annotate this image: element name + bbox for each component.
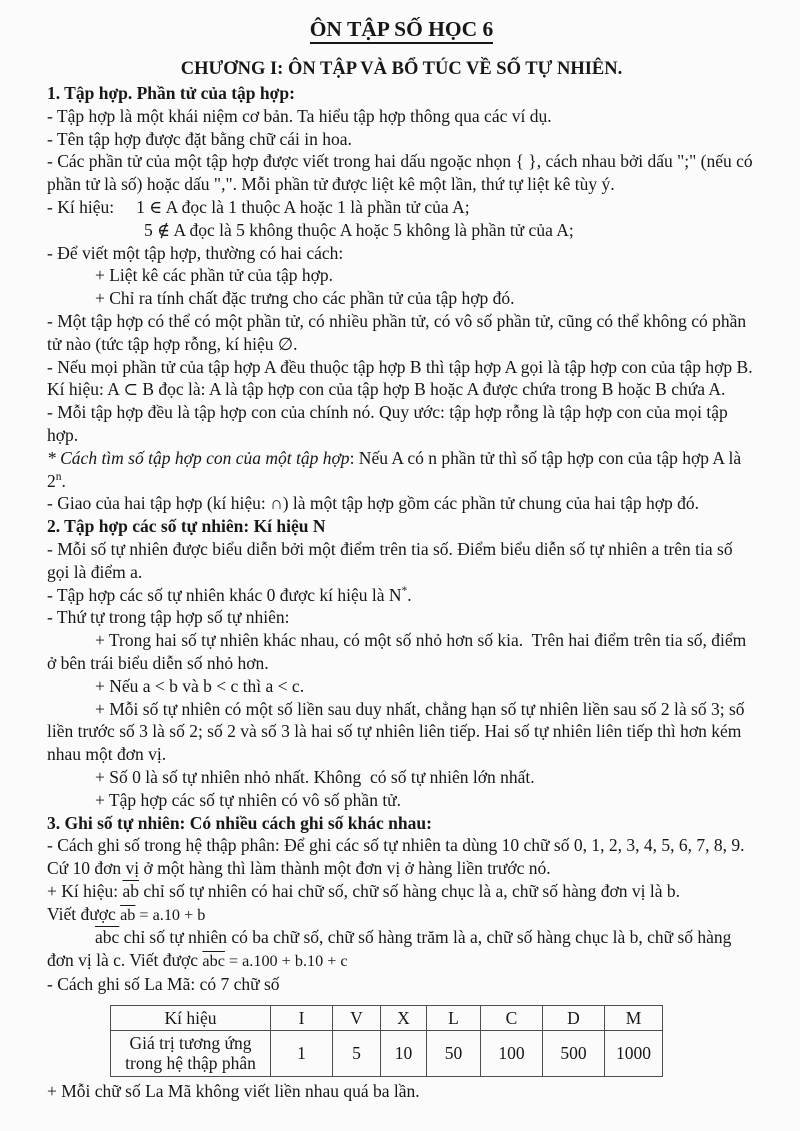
chapter-heading: CHƯƠNG I: ÔN TẬP VÀ BỔ TÚC VỀ SỐ TỰ NHIÊN. (180, 59, 623, 79)
abc-formula-eq: = a.100 + b.10 + c (224, 952, 348, 971)
table-cell-value: 10 (381, 1030, 427, 1076)
section-3-heading: 3. Ghi số tự nhiên: Có nhiều cách ghi số khác nhau: (47, 812, 432, 833)
table-cell-symbol: V (333, 1005, 381, 1030)
table-cell-symbol: D (543, 1005, 605, 1030)
table-cell-value: 1000 (605, 1030, 663, 1076)
overline-ab: $\overline{ab}$ (122, 880, 140, 901)
transitivity-note: + Nếu a < b và b < c thì a < c. (95, 675, 305, 696)
ab-notation-post: chỉ số tự nhiên có hai chữ số, chữ số hàng chục là a, chữ số hàng đơn vị là b. (139, 880, 680, 901)
set-size-note: - Một tập hợp có thể có một phần tử, có nhiều phần tử, có vô số phần tử, cũng có thể không có phần tử nào (tức tập hợp rỗng, kí hiệu ∅. (47, 310, 747, 354)
overline-abc: $\overline{abc}$ (95, 927, 120, 948)
subset-count-period: . (61, 470, 66, 491)
successor-note: + Mỗi số tự nhiên có một số liền sau duy nhất, chẳng hạn số tự nhiên liền sau số 2 là số 3; số liền trước số 3 là số 2; số 2 và số 3 là hai số tự nhiên liên tiếp. Hai số tự nhiên liên tiếp thì hơn kém nhau một đơn vị. (47, 698, 745, 765)
table-row-values (111, 1030, 663, 1076)
subset-count-rule (47, 447, 756, 493)
table-cell-symbol: X (381, 1005, 427, 1030)
table-cell-value: 100 (481, 1030, 543, 1076)
table-cell-value: 50 (427, 1030, 481, 1076)
intersection-definition: - Giao của hai tập hợp (kí hiệu: ∩) là một tập hợp gồm các phần tử chung của hai tập hợp đó. (47, 493, 699, 514)
n-star-notation (47, 584, 756, 607)
ab-notation-pre: + Kí hiệu: (47, 880, 123, 901)
order-intro: - Thứ tự trong tập hợp số tự nhiên: (47, 607, 290, 628)
document-title-text: ÔN TẬP SỐ HỌC 6 (310, 17, 494, 44)
abc-formula (202, 952, 347, 970)
ab-formula-line (47, 903, 756, 927)
table-row-symbols (111, 1005, 663, 1030)
ab-notation-note (47, 880, 756, 903)
overline-ab: $\overline{ab}$ (120, 905, 136, 924)
not-element-of-statement: 5 ∉ A đọc là 5 không thuộc A hoặc 5 không là phần tử của A; (144, 219, 574, 240)
overline-abc: $\overline{abc}$ (202, 952, 225, 971)
n-star-period: . (407, 584, 412, 605)
table-cell-symbol: C (481, 1005, 543, 1030)
table-cell-value: 500 (543, 1030, 605, 1076)
table-cell-value: 5 (333, 1030, 381, 1076)
characteristic-method: + Chỉ ra tính chất đặc trưng cho các phần tử của tập hợp đó. (95, 288, 515, 309)
table-value-label: Giá trị tương ứng trong hệ thập phân (111, 1030, 271, 1076)
infinite-elements-note: + Tập hợp các số tự nhiên có vô số phần tử. (95, 789, 402, 810)
document-title (47, 15, 756, 43)
ab-formula-pre: Viết được (47, 903, 121, 924)
zero-smallest-note: + Số 0 là số tự nhiên nhỏ nhất. Không có số tự nhiên lớn nhất. (95, 766, 535, 787)
ab-formula (120, 906, 205, 924)
roman-intro: - Cách ghi số La Mã: có 7 chữ số (47, 974, 280, 995)
section-2-heading: 2. Tập hợp các số tự nhiên: Kí hiệu N (47, 516, 326, 537)
order-compare-note: + Trong hai số tự nhiên khác nhau, có một số nhỏ hơn số kia. Trên hai điểm trên tia số, điểm ở bên trái biểu diễn số nhỏ hơn. (47, 630, 747, 673)
two-ways-intro: - Để viết một tập hợp, thường có hai cách: (47, 242, 344, 263)
exponent-n: n (55, 470, 62, 483)
roman-repeat-rule: + Mỗi chữ số La Mã không viết liền nhau quá ba lần. (47, 1080, 420, 1101)
subset-of-itself-note: - Mỗi tập hợp đều là tập hợp con của chính nó. Quy ước: tập hợp rỗng là tập hợp con của mọi tập hợp. (47, 402, 728, 445)
subset-count-text: : Nếu A có n phần tử thì số tập hợp con của tập hợp A là 2 (47, 447, 742, 491)
table-cell-symbol: I (271, 1005, 333, 1030)
subset-count-marker: * (47, 447, 61, 468)
n-star-text: - Tập hợp các số tự nhiên khác 0 được kí hiệu là N (47, 584, 402, 605)
abc-notation-text: chỉ số tự nhiên có ba chữ số, chữ số hàng trăm là a, chữ số hàng chục là b, chữ số hàng đơn vị là c. Viết được (47, 927, 732, 971)
decimal-system-note: - Cách ghi số trong hệ thập phân: Để ghi các số tự nhiên ta dùng 10 chữ số 0, 1, 2, 3, 4, 5, 6, 7, 8, 9. Cứ 10 đơn vị ở một hàng thì làm thành một đơn vị ở hàng liền trước nó. (47, 835, 745, 879)
ab-formula-eq: = a.10 + b (135, 905, 206, 924)
listing-method: + Liệt kê các phần tử của tập hợp. (95, 265, 334, 286)
notation-label: - Kí hiệu: (47, 196, 115, 217)
set-concept-note: - Tập hợp là một khái niệm cơ bản. Ta hiểu tập hợp thông qua các ví dụ. (47, 105, 552, 126)
star-superscript: * (401, 584, 408, 597)
subset-count-title: Cách tìm số tập hợp con của một tập hợp (60, 447, 350, 468)
set-elements-note: - Các phần tử của một tập hợp được viết trong hai dấu ngoặc nhọn { }, cách nhau bởi dấu ";" (nếu có phần tử là số) hoặc dấu ",". Mỗi phần tử được liệt kê một lần, thứ tự liệt kê tùy ý. (47, 151, 753, 195)
table-cell-symbol: M (605, 1005, 663, 1030)
table-cell-value: 1 (271, 1030, 333, 1076)
table-cell-symbol: L (427, 1005, 481, 1030)
set-name-note: - Tên tập hợp được đặt bằng chữ cái in hoa. (47, 128, 352, 149)
abc-notation-note (47, 926, 756, 973)
subset-definition: - Nếu mọi phần tử của tập hợp A đều thuộc tập hợp B thì tập hợp A gọi là tập hợp con của tập hợp B. Kí hiệu: A ⊂ B đọc là: A là tập hợp con của tập hợp B hoặc A được chứa trong B hoặc B chứa A. (47, 356, 753, 400)
number-line-note: - Mỗi số tự nhiên được biểu diễn bởi một điểm trên tia số. Điểm biểu diễn số tự nhiên a trên tia số gọi là điểm a. (47, 538, 733, 582)
element-of-statement: 1 ∈ A đọc là 1 thuộc A hoặc 1 là phần tử của A; (136, 196, 470, 217)
roman-numerals-table (110, 1005, 663, 1077)
table-header-label: Kí hiệu (111, 1005, 271, 1030)
section-1-heading: 1. Tập hợp. Phần tử của tập hợp: (47, 83, 295, 103)
membership-notation-line (47, 196, 756, 219)
